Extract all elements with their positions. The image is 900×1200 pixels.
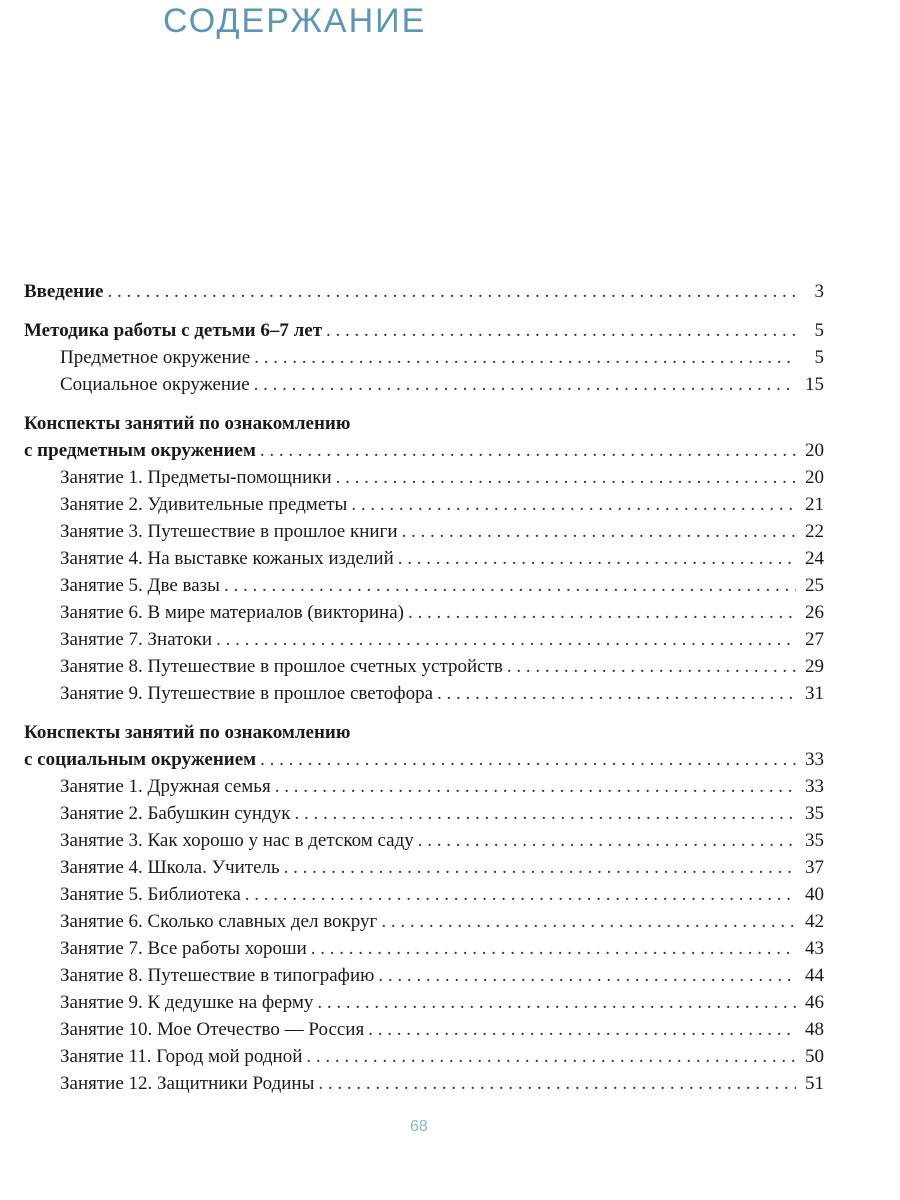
dot-leader <box>351 491 796 518</box>
toc-subentry[interactable] <box>24 962 824 989</box>
toc-subentry[interactable] <box>24 371 824 398</box>
toc-subentry[interactable] <box>24 344 824 371</box>
dot-leader <box>418 827 796 854</box>
toc-page-number: 5 <box>814 347 824 368</box>
table-of-contents <box>24 278 824 1097</box>
dot-leader <box>311 935 796 962</box>
dot-leader <box>507 653 796 680</box>
toc-subentry[interactable] <box>24 827 824 854</box>
toc-page-number: 31 <box>805 683 824 704</box>
toc-page-number: 20 <box>805 467 824 488</box>
dot-leader <box>224 572 796 599</box>
dot-leader <box>295 800 797 827</box>
dot-leader <box>368 1016 796 1043</box>
toc-page-number: 50 <box>805 1046 824 1067</box>
toc-entry-label: Предметное окружение <box>60 347 251 368</box>
page-title: СОДЕРЖАНИЕ <box>163 2 427 40</box>
toc-entry-label: Занятие 4. На выставке кожаных изделий <box>60 548 394 569</box>
toc-entry-label: Занятие 1. Предметы-помощники <box>60 467 332 488</box>
toc-subentry[interactable] <box>24 464 824 491</box>
toc-entry-label: с предметным окружением <box>24 440 256 461</box>
toc-entry-label: Занятие 3. Путешествие в прошлое книги <box>60 521 398 542</box>
dot-leader <box>306 1043 796 1070</box>
toc-entry-label: Занятие 7. Все работы хороши <box>60 938 307 959</box>
toc-page-number: 20 <box>805 440 824 461</box>
toc-subentry[interactable] <box>24 653 824 680</box>
toc-page-number: 40 <box>805 884 824 905</box>
dot-leader <box>260 437 796 464</box>
toc-entry-label: Занятие 12. Защитники Родины <box>60 1073 315 1094</box>
dot-leader <box>245 881 796 908</box>
toc-entry-label: Занятие 3. Как хорошо у нас в детском саду <box>60 830 414 851</box>
toc-entry-label: Занятие 2. Удивительные предметы <box>60 494 348 515</box>
toc-subentry[interactable] <box>24 935 824 962</box>
dot-leader <box>275 773 796 800</box>
toc-subentry[interactable] <box>24 1070 824 1097</box>
toc-subentry[interactable] <box>24 854 824 881</box>
toc-entry-label: Занятие 4. Школа. Учитель <box>60 857 280 878</box>
toc-page-number: 37 <box>805 857 824 878</box>
toc-subentry[interactable] <box>24 518 824 545</box>
dot-leader <box>216 626 796 653</box>
toc-entry-intro[interactable] <box>24 278 824 305</box>
toc-page-number: 44 <box>805 965 824 986</box>
dot-leader <box>284 854 796 881</box>
toc-page-number: 48 <box>805 1019 824 1040</box>
dot-leader <box>378 962 796 989</box>
toc-entry-label: Занятие 6. В мире материалов (викторина) <box>60 602 404 623</box>
toc-entry-label: Занятие 9. К дедушке на ферму <box>60 992 314 1013</box>
toc-entry-method[interactable] <box>24 317 824 344</box>
toc-entry-label: Введение <box>24 281 104 302</box>
toc-subentry[interactable] <box>24 599 824 626</box>
toc-entry-label: Занятие 6. Сколько славных дел вокруг <box>60 911 378 932</box>
toc-subentry[interactable] <box>24 1016 824 1043</box>
toc-entry-label: Социальное окружение <box>60 374 250 395</box>
dot-leader <box>108 278 797 305</box>
toc-entry-label: Занятие 9. Путешествие в прошлое светофора <box>60 683 434 704</box>
dot-leader <box>381 908 796 935</box>
toc-subentry[interactable] <box>24 908 824 935</box>
dot-leader <box>336 464 796 491</box>
toc-entry-label: Занятие 8. Путешествие в типографию <box>60 965 375 986</box>
toc-subentry[interactable] <box>24 773 824 800</box>
toc-entry-objects[interactable] <box>24 437 824 464</box>
toc-section-heading: Конспекты занятий по ознакомлению <box>24 722 351 743</box>
dot-leader <box>254 344 796 371</box>
toc-subentry[interactable] <box>24 800 824 827</box>
toc-entry-label: Занятие 5. Две вазы <box>60 575 220 596</box>
dot-leader <box>402 518 796 545</box>
toc-entry-label: Занятие 2. Бабушкин сундук <box>60 803 291 824</box>
toc-subentry[interactable] <box>24 881 824 908</box>
toc-page-number: 35 <box>805 803 824 824</box>
toc-page-number: 33 <box>805 776 824 797</box>
page-number: 68 <box>410 1118 428 1135</box>
toc-page-number: 42 <box>805 911 824 932</box>
dot-leader <box>408 599 796 626</box>
toc-page-number: 27 <box>805 629 824 650</box>
toc-page-number: 5 <box>814 320 824 341</box>
toc-section-heading: Конспекты занятий по ознакомлению <box>24 413 351 434</box>
dot-leader <box>326 317 796 344</box>
toc-page-number: 29 <box>805 656 824 677</box>
toc-subentry[interactable] <box>24 545 824 572</box>
toc-subentry[interactable] <box>24 1043 824 1070</box>
toc-page-number: 21 <box>805 494 824 515</box>
toc-entry-label: Занятие 5. Библиотека <box>60 884 241 905</box>
toc-page-number: 24 <box>805 548 824 569</box>
toc-page-number: 15 <box>805 374 824 395</box>
dot-leader <box>317 989 796 1016</box>
toc-entry-label: Методика работы с детьми 6–7 лет <box>24 320 323 341</box>
toc-subentry[interactable] <box>24 626 824 653</box>
toc-entry-label: Занятие 7. Знатоки <box>60 629 213 650</box>
dot-leader <box>318 1070 796 1097</box>
toc-entry-social[interactable] <box>24 746 824 773</box>
toc-entry-label: с социальным окружением <box>24 749 257 770</box>
toc-page-number: 46 <box>805 992 824 1013</box>
dot-leader <box>260 746 796 773</box>
toc-entry-label: Занятие 11. Город мой родной <box>60 1046 303 1067</box>
toc-subentry[interactable] <box>24 680 824 707</box>
toc-page-number: 26 <box>805 602 824 623</box>
dot-leader <box>254 371 796 398</box>
toc-page-number: 25 <box>805 575 824 596</box>
toc-entry-label: Занятие 1. Дружная семья <box>60 776 271 797</box>
toc-page-number: 22 <box>805 521 824 542</box>
toc-page-number: 51 <box>805 1073 824 1094</box>
toc-subentry[interactable] <box>24 491 824 518</box>
toc-page-number: 33 <box>805 749 824 770</box>
dot-leader <box>398 545 796 572</box>
toc-entry-label: Занятие 10. Мое Отечество — Россия <box>60 1019 365 1040</box>
toc-entry-label: Занятие 8. Путешествие в прошлое счетных устройств <box>60 656 503 677</box>
dot-leader <box>437 680 796 707</box>
toc-page-number: 43 <box>805 938 824 959</box>
toc-page-number: 3 <box>814 281 824 302</box>
toc-subentry[interactable] <box>24 572 824 599</box>
toc-page-number: 35 <box>805 830 824 851</box>
toc-subentry[interactable] <box>24 989 824 1016</box>
